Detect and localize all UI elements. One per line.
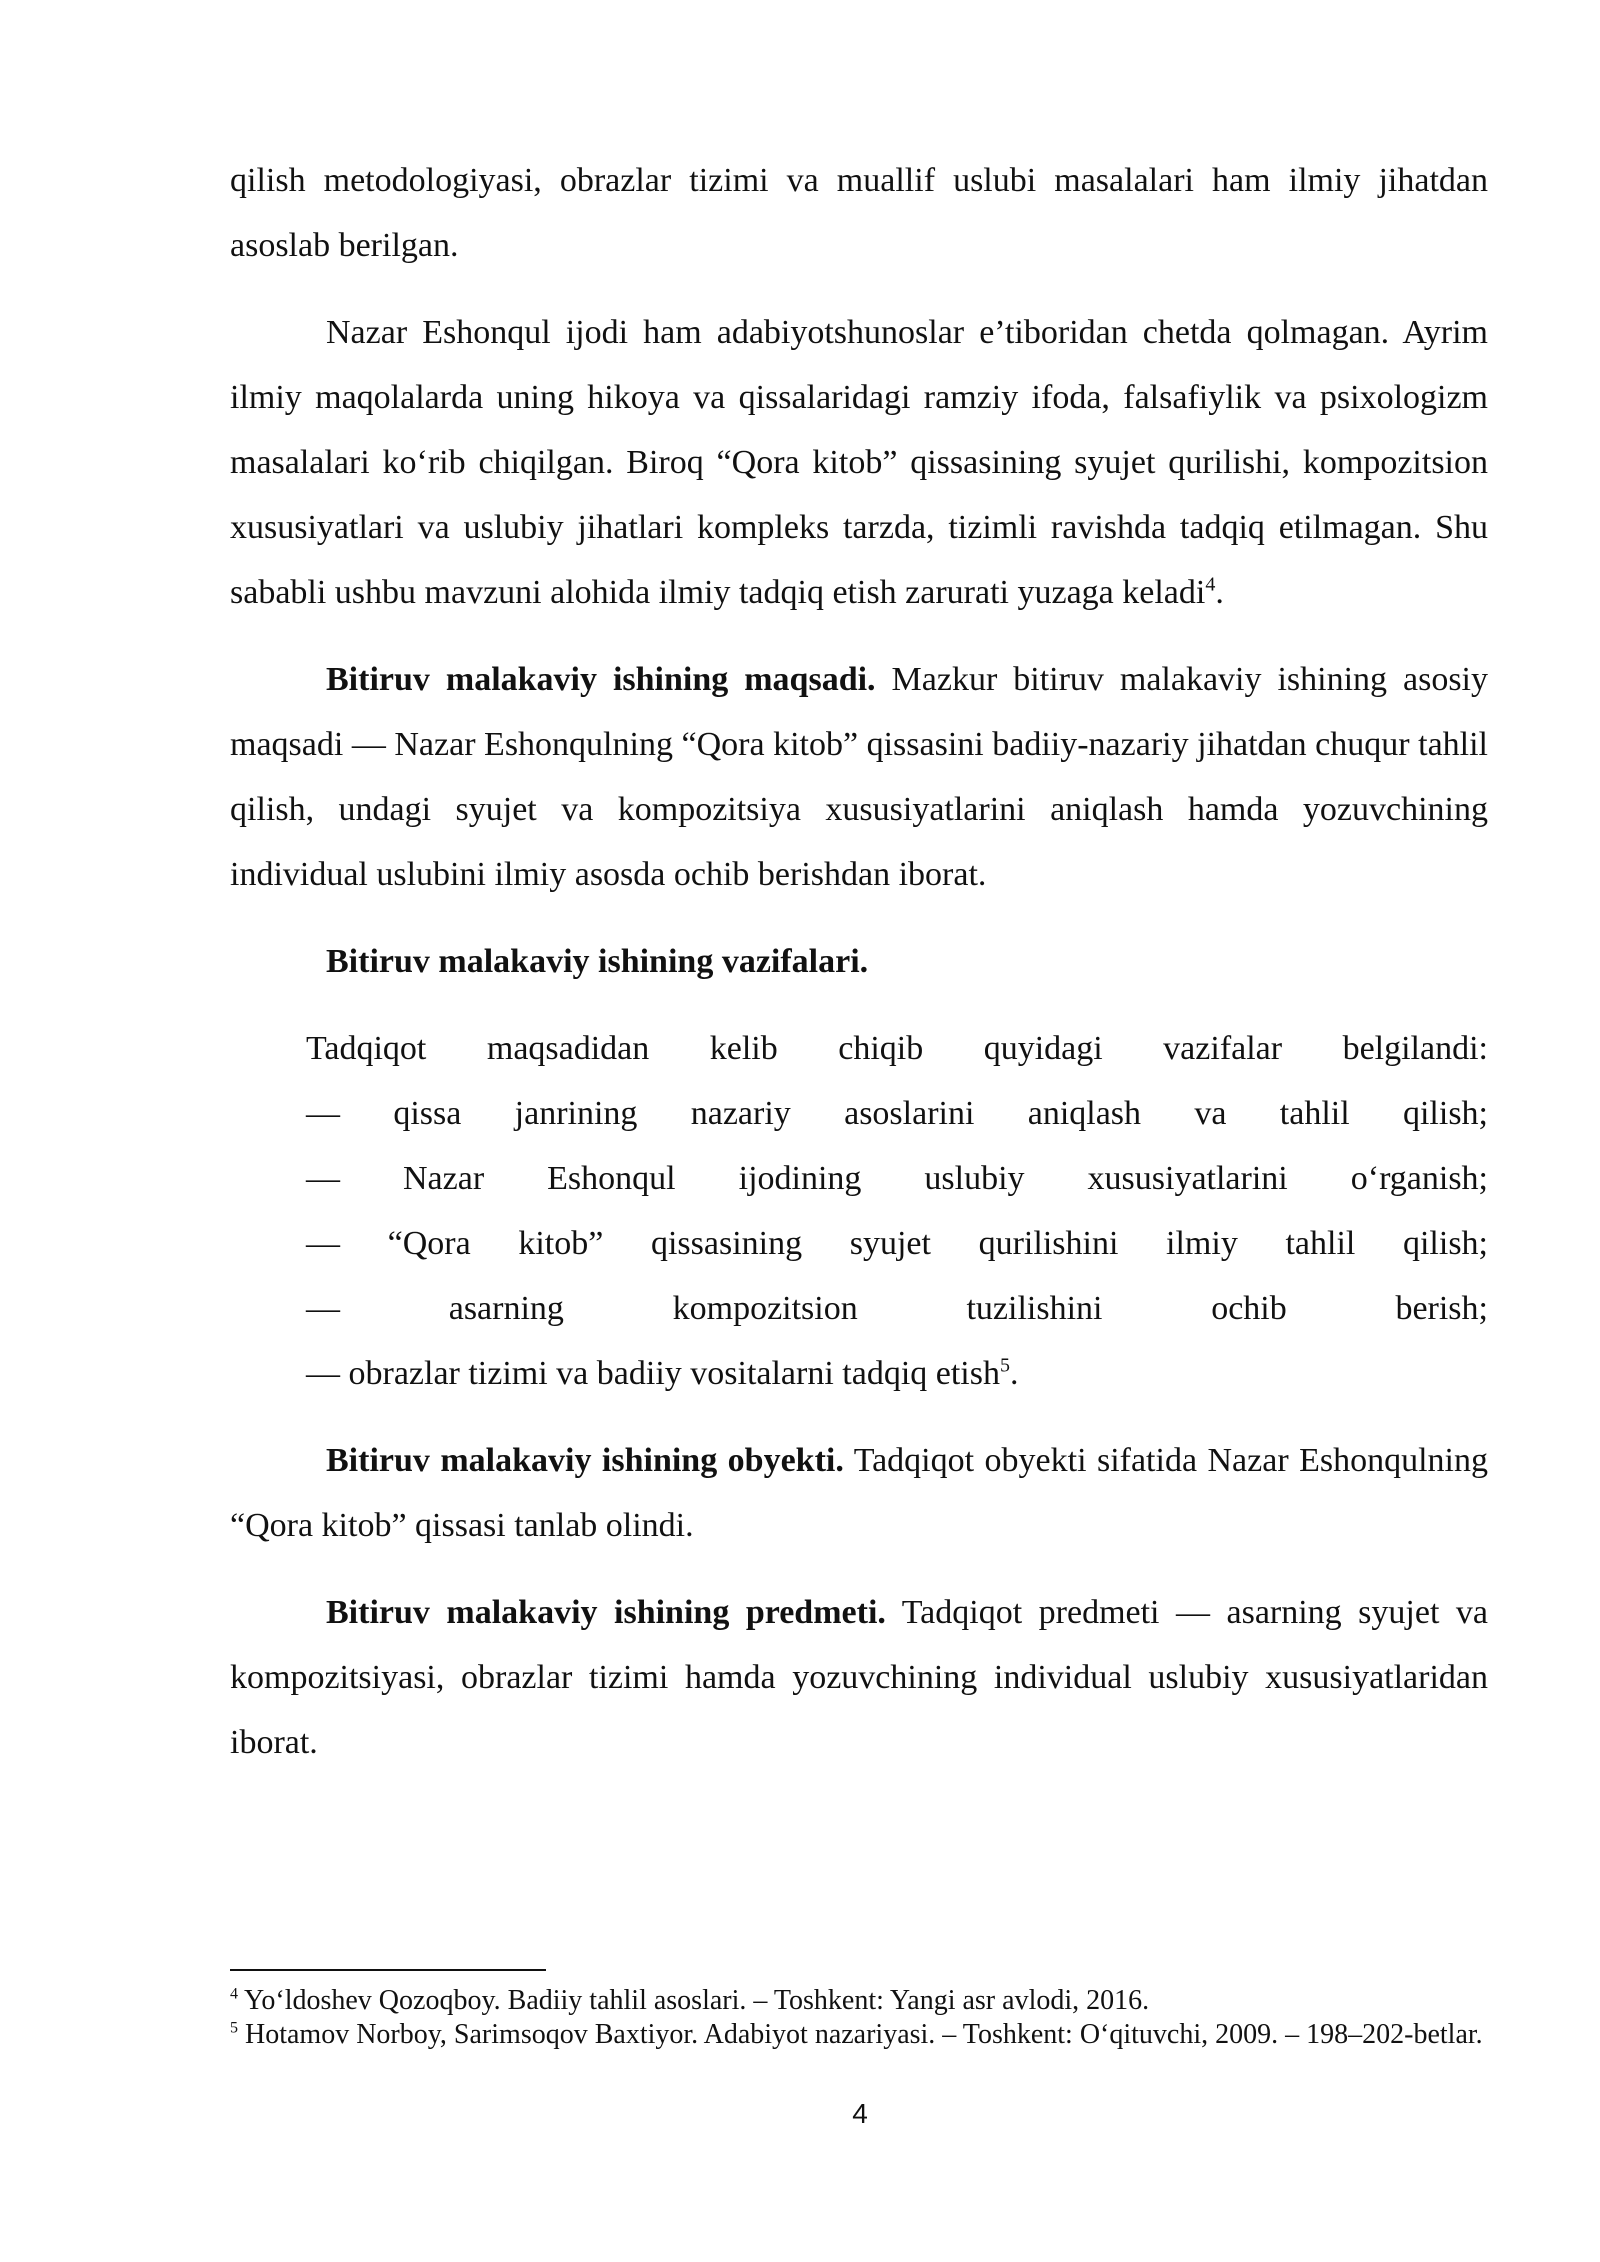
page-number: 4 (852, 2098, 868, 2129)
task-item-last (306, 1341, 1488, 1406)
task-item: — “Qora kitob” qissasining syujet qurilishini ilmiy tahlil qilish; (306, 1225, 1488, 1262)
heading-predmet: Bitiruv malakaviy ishining predmeti. (326, 1594, 886, 1631)
footnote-ref-4[interactable]: 4 (1205, 573, 1216, 596)
task-item: — Nazar Eshonqul ijodining uslubiy xususiyatlarini o‘rganish; (306, 1160, 1488, 1197)
paragraph-continuation: qilish metodologiyasi, obrazlar tizimi va muallif uslubi masalalari ham ilmiy jihatdan asoslab berilgan. (230, 162, 1488, 264)
paragraph-vazifalar-heading (230, 929, 1488, 994)
maqsad-text: Mazkur bitiruv malakaviy ishining asosiy maqsadi — Nazar Eshonqulning “Qora kitob” qissasini badiiy-nazariy jihatdan chuqur tahlil qilish, undagi syujet va kompozitsiya xususiyatlarini aniqlash hamda yozuvchining individual uslubini ilmiy asosda ochib berishdan iborat. (230, 661, 1489, 893)
heading-maqsad: Bitiruv malakaviy ishining maqsadi. (326, 661, 876, 698)
footnote-separator (230, 1969, 546, 1971)
footnote-text: Yo‘ldoshev Qozoqboy. Badiiy tahlil asoslari. – Toshkent: Yangi asr avlodi, 2016. (238, 1985, 1150, 2016)
footnote-text: Hotamov Norboy, Sarimsoqov Baxtiyor. Adabiyot nazariyasi. – Toshkent: O‘qituvchi, 2009. – 198–202-betlar. (238, 2019, 1483, 2050)
obyekt-text: Tadqiqot obyekti sifatida Nazar Eshonqulning “Qora kitob” qissasi tanlab olindi. (230, 1442, 1488, 1544)
footnote-number: 4 (230, 1985, 238, 2003)
footnote-4 (230, 1984, 1488, 2018)
footnote-5 (230, 2018, 1488, 2052)
paragraph-literature-review-text: Nazar Eshonqul ijodi ham adabiyotshunoslar e’tiboridan chetda qolmagan. Ayrim ilmiy maqolalarda uning hikoya va qissalaridagi ramziy ifoda, falsafiylik va psixologizm masalalari ko‘rib chiqilgan. Biroq “Qora kitob” qissasining syujet qurilishi, kompozitsion xususiyatlari va uslubiy jihatlari kompleks tarzda, tizimli ravishda tadqiq etilmagan. Shu sababli ushbu mavzuni alohida ilmiy tadqiq etish zarurati yuzaga keladi (230, 314, 1488, 611)
task-period: . (1009, 1355, 1019, 1392)
paragraph-predmet (230, 1580, 1488, 1775)
task-list (306, 1016, 1488, 1406)
task-item-last-text: — obrazlar tizimi va badiiy vositalarni tadqiq etish (306, 1355, 1000, 1392)
paragraph-literature-review (230, 300, 1488, 625)
heading-obyekt: Bitiruv malakaviy ishining obyekti. (326, 1442, 844, 1479)
task-item: — qissa janrining nazariy asoslarini aniqlash va tahlil qilish; (306, 1095, 1488, 1132)
paragraph-maqsad (230, 647, 1488, 907)
task-intro: Tadqiqot maqsadidan kelib chiqib quyidagi vazifalar belgilandi: (306, 1030, 1488, 1067)
heading-vazifalar: Bitiruv malakaviy ishining vazifalari. (326, 943, 869, 980)
footnote-number: 5 (230, 2019, 238, 2037)
footnotes (230, 1984, 1488, 2052)
task-item: — asarning kompozitsion tuzilishini ochib berish; (306, 1290, 1488, 1327)
body-text (230, 148, 1488, 1797)
predmet-text: Tadqiqot predmeti — asarning syujet va kompozitsiyasi, obrazlar tizimi hamda yozuvchining individual uslubiy xususiyatlaridan iborat. (230, 1594, 1488, 1761)
paragraph-period: . (1215, 574, 1224, 611)
paragraph-obyekt (230, 1428, 1488, 1558)
footnote-ref-5[interactable]: 5 (999, 1354, 1010, 1377)
